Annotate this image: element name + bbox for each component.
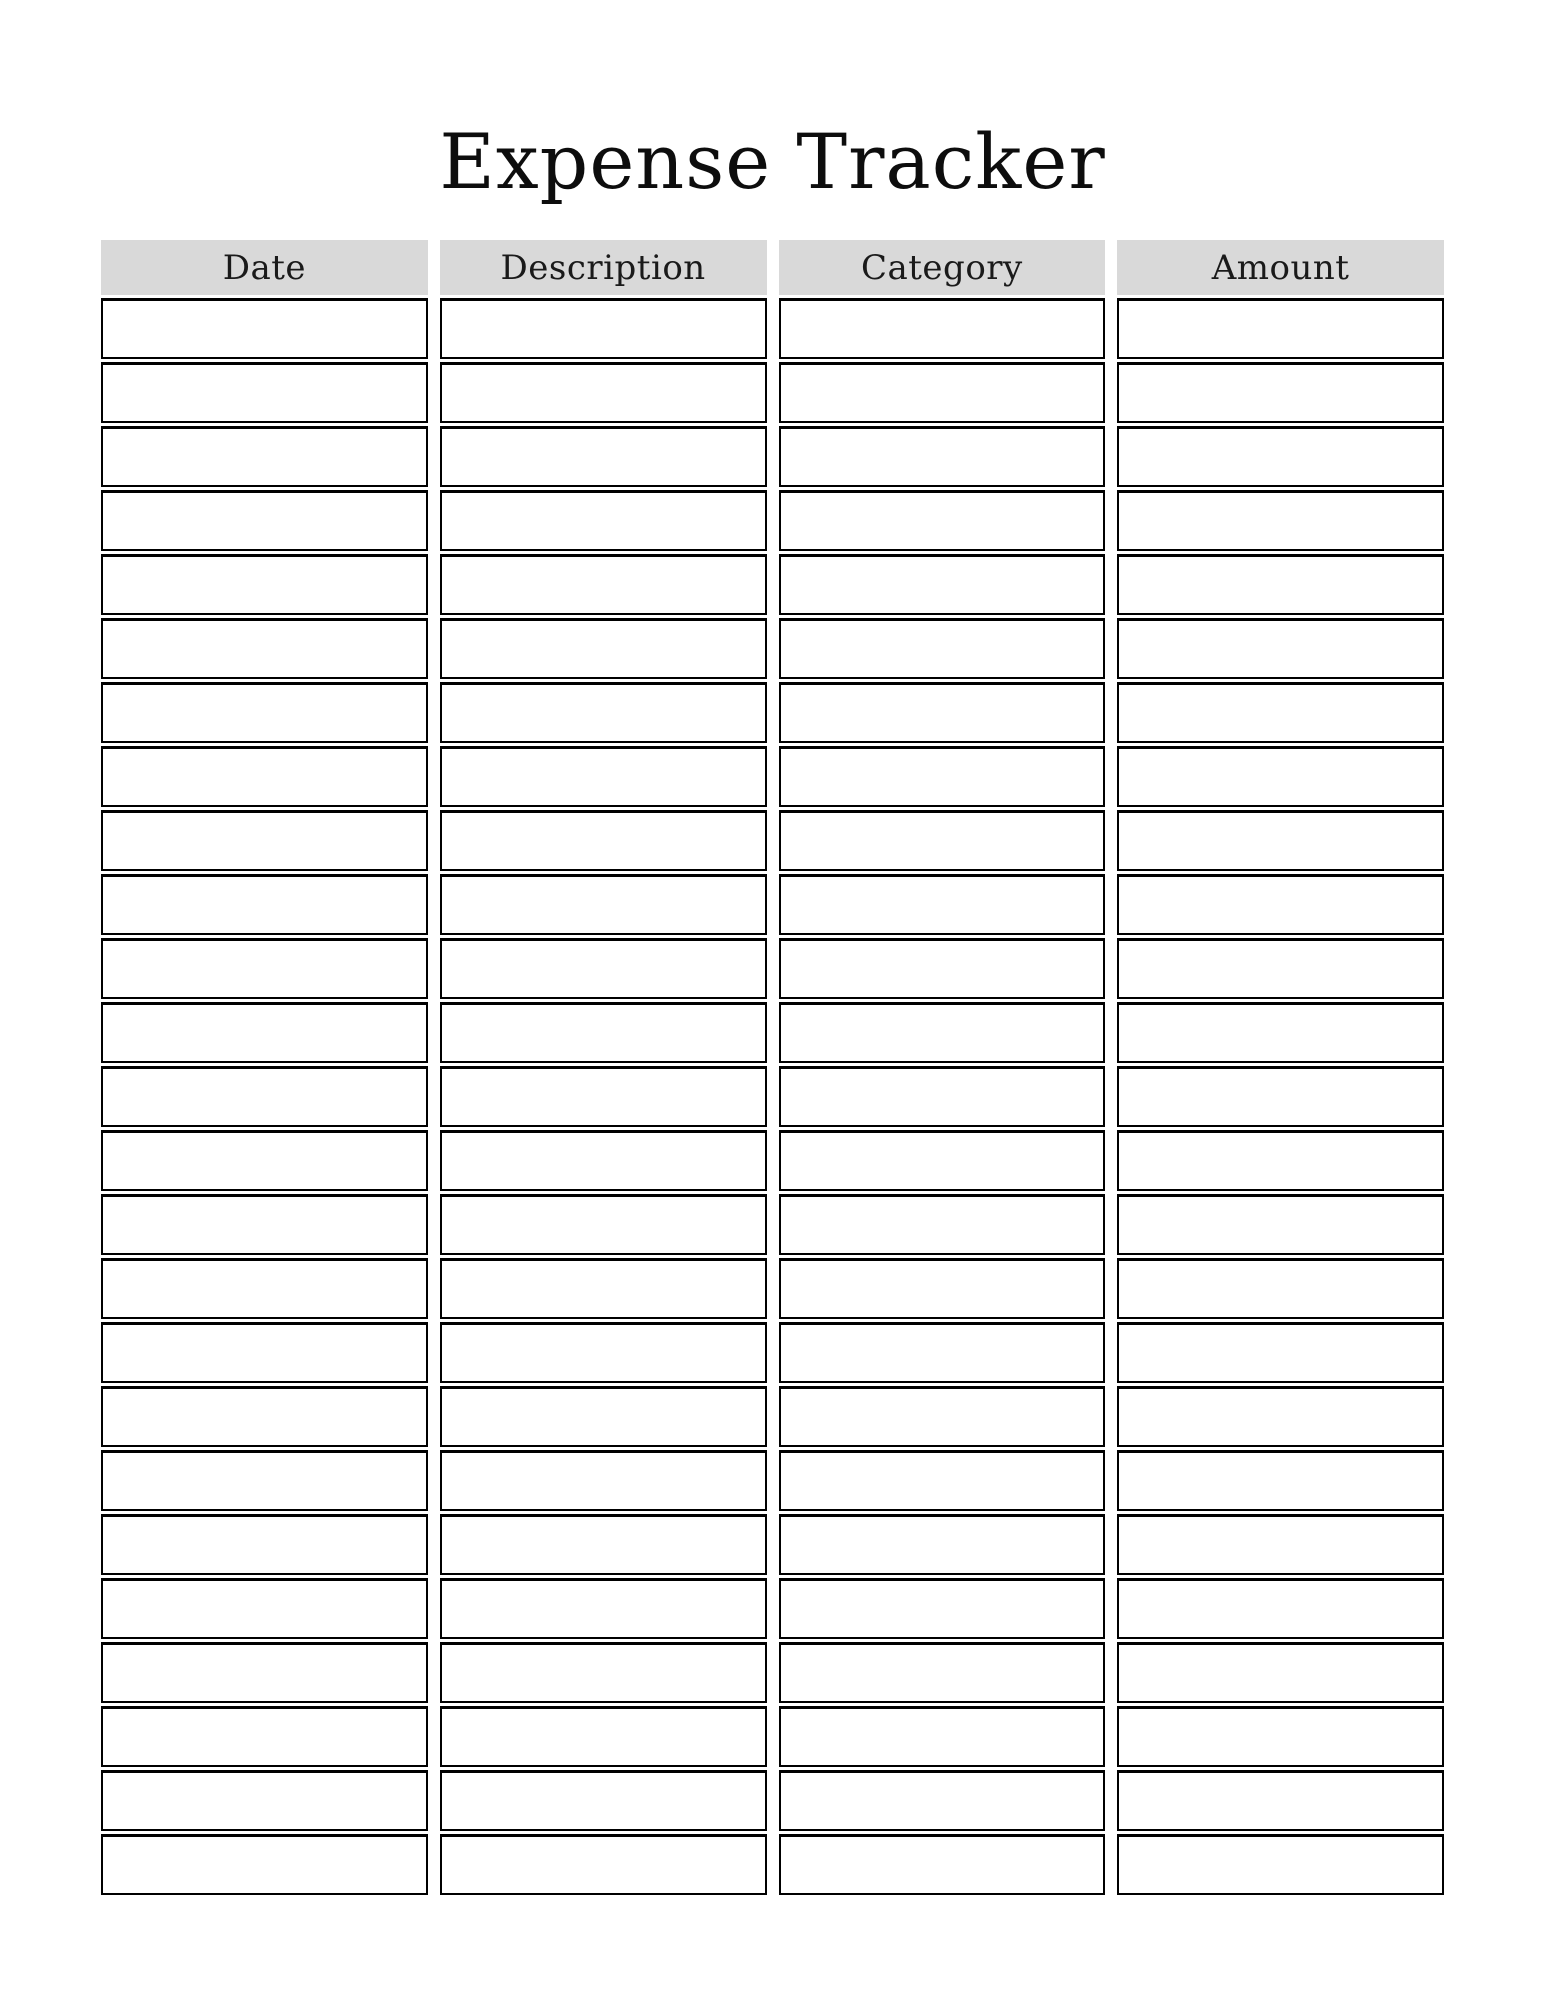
cell-description-row-22[interactable] — [440, 1642, 767, 1703]
cell-amount-row-8[interactable] — [1117, 746, 1444, 807]
cell-amount-row-17[interactable] — [1117, 1322, 1444, 1383]
cell-category-row-15[interactable] — [779, 1194, 1106, 1255]
cell-category-row-18[interactable] — [779, 1386, 1106, 1447]
cell-date-row-14[interactable] — [101, 1130, 428, 1191]
table-row-5 — [101, 554, 1444, 615]
cell-category-row-22[interactable] — [779, 1642, 1106, 1703]
cell-amount-row-9[interactable] — [1117, 810, 1444, 871]
cell-date-row-4[interactable] — [101, 490, 428, 551]
cell-date-row-23[interactable] — [101, 1706, 428, 1767]
cell-description-row-13[interactable] — [440, 1066, 767, 1127]
table-row-7 — [101, 682, 1444, 743]
cell-category-row-1[interactable] — [779, 298, 1106, 359]
cell-amount-row-10[interactable] — [1117, 874, 1444, 935]
cell-description-row-6[interactable] — [440, 618, 767, 679]
column-header-amount: Amount — [1117, 240, 1444, 295]
cell-amount-row-21[interactable] — [1117, 1578, 1444, 1639]
cell-amount-row-4[interactable] — [1117, 490, 1444, 551]
cell-category-row-24[interactable] — [779, 1770, 1106, 1831]
expense-table — [101, 240, 1444, 1895]
cell-amount-row-14[interactable] — [1117, 1130, 1444, 1191]
table-row-10 — [101, 874, 1444, 935]
cell-date-row-3[interactable] — [101, 426, 428, 487]
cell-description-row-8[interactable] — [440, 746, 767, 807]
table-body — [101, 298, 1444, 1895]
cell-date-row-11[interactable] — [101, 938, 428, 999]
cell-description-row-1[interactable] — [440, 298, 767, 359]
cell-category-row-4[interactable] — [779, 490, 1106, 551]
cell-category-row-19[interactable] — [779, 1450, 1106, 1511]
cell-date-row-18[interactable] — [101, 1386, 428, 1447]
cell-description-row-21[interactable] — [440, 1578, 767, 1639]
page-title: Expense Tracker — [439, 117, 1106, 206]
cell-description-row-25[interactable] — [440, 1834, 767, 1895]
cell-description-row-11[interactable] — [440, 938, 767, 999]
table-row-2 — [101, 362, 1444, 423]
cell-category-row-16[interactable] — [779, 1258, 1106, 1319]
table-header-row — [101, 240, 1444, 295]
cell-amount-row-23[interactable] — [1117, 1706, 1444, 1767]
table-row-6 — [101, 618, 1444, 679]
table-row-17 — [101, 1322, 1444, 1383]
cell-description-row-19[interactable] — [440, 1450, 767, 1511]
cell-category-row-5[interactable] — [779, 554, 1106, 615]
table-row-3 — [101, 426, 1444, 487]
cell-category-row-17[interactable] — [779, 1322, 1106, 1383]
cell-amount-row-6[interactable] — [1117, 618, 1444, 679]
cell-date-row-20[interactable] — [101, 1514, 428, 1575]
cell-category-row-13[interactable] — [779, 1066, 1106, 1127]
cell-amount-row-15[interactable] — [1117, 1194, 1444, 1255]
cell-amount-row-12[interactable] — [1117, 1002, 1444, 1063]
cell-amount-row-19[interactable] — [1117, 1450, 1444, 1511]
cell-date-row-5[interactable] — [101, 554, 428, 615]
cell-amount-row-3[interactable] — [1117, 426, 1444, 487]
cell-date-row-8[interactable] — [101, 746, 428, 807]
cell-date-row-13[interactable] — [101, 1066, 428, 1127]
cell-category-row-10[interactable] — [779, 874, 1106, 935]
cell-date-row-2[interactable] — [101, 362, 428, 423]
cell-category-row-21[interactable] — [779, 1578, 1106, 1639]
cell-description-row-4[interactable] — [440, 490, 767, 551]
cell-description-row-5[interactable] — [440, 554, 767, 615]
table-row-22 — [101, 1642, 1444, 1703]
table-row-12 — [101, 1002, 1444, 1063]
cell-date-row-9[interactable] — [101, 810, 428, 871]
cell-category-row-25[interactable] — [779, 1834, 1106, 1895]
table-row-24 — [101, 1770, 1444, 1831]
cell-category-row-11[interactable] — [779, 938, 1106, 999]
table-row-9 — [101, 810, 1444, 871]
cell-category-row-2[interactable] — [779, 362, 1106, 423]
cell-amount-row-22[interactable] — [1117, 1642, 1444, 1703]
cell-date-row-17[interactable] — [101, 1322, 428, 1383]
table-row-19 — [101, 1450, 1444, 1511]
cell-category-row-23[interactable] — [779, 1706, 1106, 1767]
cell-description-row-16[interactable] — [440, 1258, 767, 1319]
table-row-25 — [101, 1834, 1444, 1895]
cell-amount-row-5[interactable] — [1117, 554, 1444, 615]
cell-date-row-25[interactable] — [101, 1834, 428, 1895]
cell-date-row-19[interactable] — [101, 1450, 428, 1511]
column-header-category: Category — [779, 240, 1106, 295]
cell-date-row-7[interactable] — [101, 682, 428, 743]
table-row-23 — [101, 1706, 1444, 1767]
cell-category-row-7[interactable] — [779, 682, 1106, 743]
cell-description-row-14[interactable] — [440, 1130, 767, 1191]
cell-category-row-9[interactable] — [779, 810, 1106, 871]
cell-amount-row-18[interactable] — [1117, 1386, 1444, 1447]
cell-description-row-23[interactable] — [440, 1706, 767, 1767]
cell-amount-row-20[interactable] — [1117, 1514, 1444, 1575]
cell-amount-row-7[interactable] — [1117, 682, 1444, 743]
cell-date-row-12[interactable] — [101, 1002, 428, 1063]
table-row-20 — [101, 1514, 1444, 1575]
cell-date-row-6[interactable] — [101, 618, 428, 679]
cell-date-row-22[interactable] — [101, 1642, 428, 1703]
table-row-14 — [101, 1130, 1444, 1191]
cell-amount-row-24[interactable] — [1117, 1770, 1444, 1831]
cell-date-row-15[interactable] — [101, 1194, 428, 1255]
table-row-15 — [101, 1194, 1444, 1255]
cell-category-row-14[interactable] — [779, 1130, 1106, 1191]
cell-category-row-8[interactable] — [779, 746, 1106, 807]
table-row-13 — [101, 1066, 1444, 1127]
cell-amount-row-25[interactable] — [1117, 1834, 1444, 1895]
column-header-date: Date — [101, 240, 428, 295]
cell-description-row-17[interactable] — [440, 1322, 767, 1383]
cell-description-row-15[interactable] — [440, 1194, 767, 1255]
table-row-1 — [101, 298, 1444, 359]
cell-description-row-18[interactable] — [440, 1386, 767, 1447]
cell-date-row-1[interactable] — [101, 298, 428, 359]
column-header-description: Description — [440, 240, 767, 295]
cell-date-row-10[interactable] — [101, 874, 428, 935]
table-row-16 — [101, 1258, 1444, 1319]
cell-category-row-12[interactable] — [779, 1002, 1106, 1063]
cell-description-row-9[interactable] — [440, 810, 767, 871]
cell-description-row-12[interactable] — [440, 1002, 767, 1063]
cell-date-row-24[interactable] — [101, 1770, 428, 1831]
cell-description-row-20[interactable] — [440, 1514, 767, 1575]
table-row-8 — [101, 746, 1444, 807]
table-row-21 — [101, 1578, 1444, 1639]
table-row-18 — [101, 1386, 1444, 1447]
cell-category-row-20[interactable] — [779, 1514, 1106, 1575]
cell-date-row-21[interactable] — [101, 1578, 428, 1639]
table-row-11 — [101, 938, 1444, 999]
cell-amount-row-1[interactable] — [1117, 298, 1444, 359]
cell-description-row-10[interactable] — [440, 874, 767, 935]
cell-category-row-3[interactable] — [779, 426, 1106, 487]
cell-description-row-7[interactable] — [440, 682, 767, 743]
cell-description-row-2[interactable] — [440, 362, 767, 423]
cell-amount-row-2[interactable] — [1117, 362, 1444, 423]
cell-description-row-24[interactable] — [440, 1770, 767, 1831]
cell-date-row-16[interactable] — [101, 1258, 428, 1319]
cell-amount-row-13[interactable] — [1117, 1066, 1444, 1127]
cell-category-row-6[interactable] — [779, 618, 1106, 679]
cell-amount-row-11[interactable] — [1117, 938, 1444, 999]
cell-description-row-3[interactable] — [440, 426, 767, 487]
table-row-4 — [101, 490, 1444, 551]
cell-amount-row-16[interactable] — [1117, 1258, 1444, 1319]
